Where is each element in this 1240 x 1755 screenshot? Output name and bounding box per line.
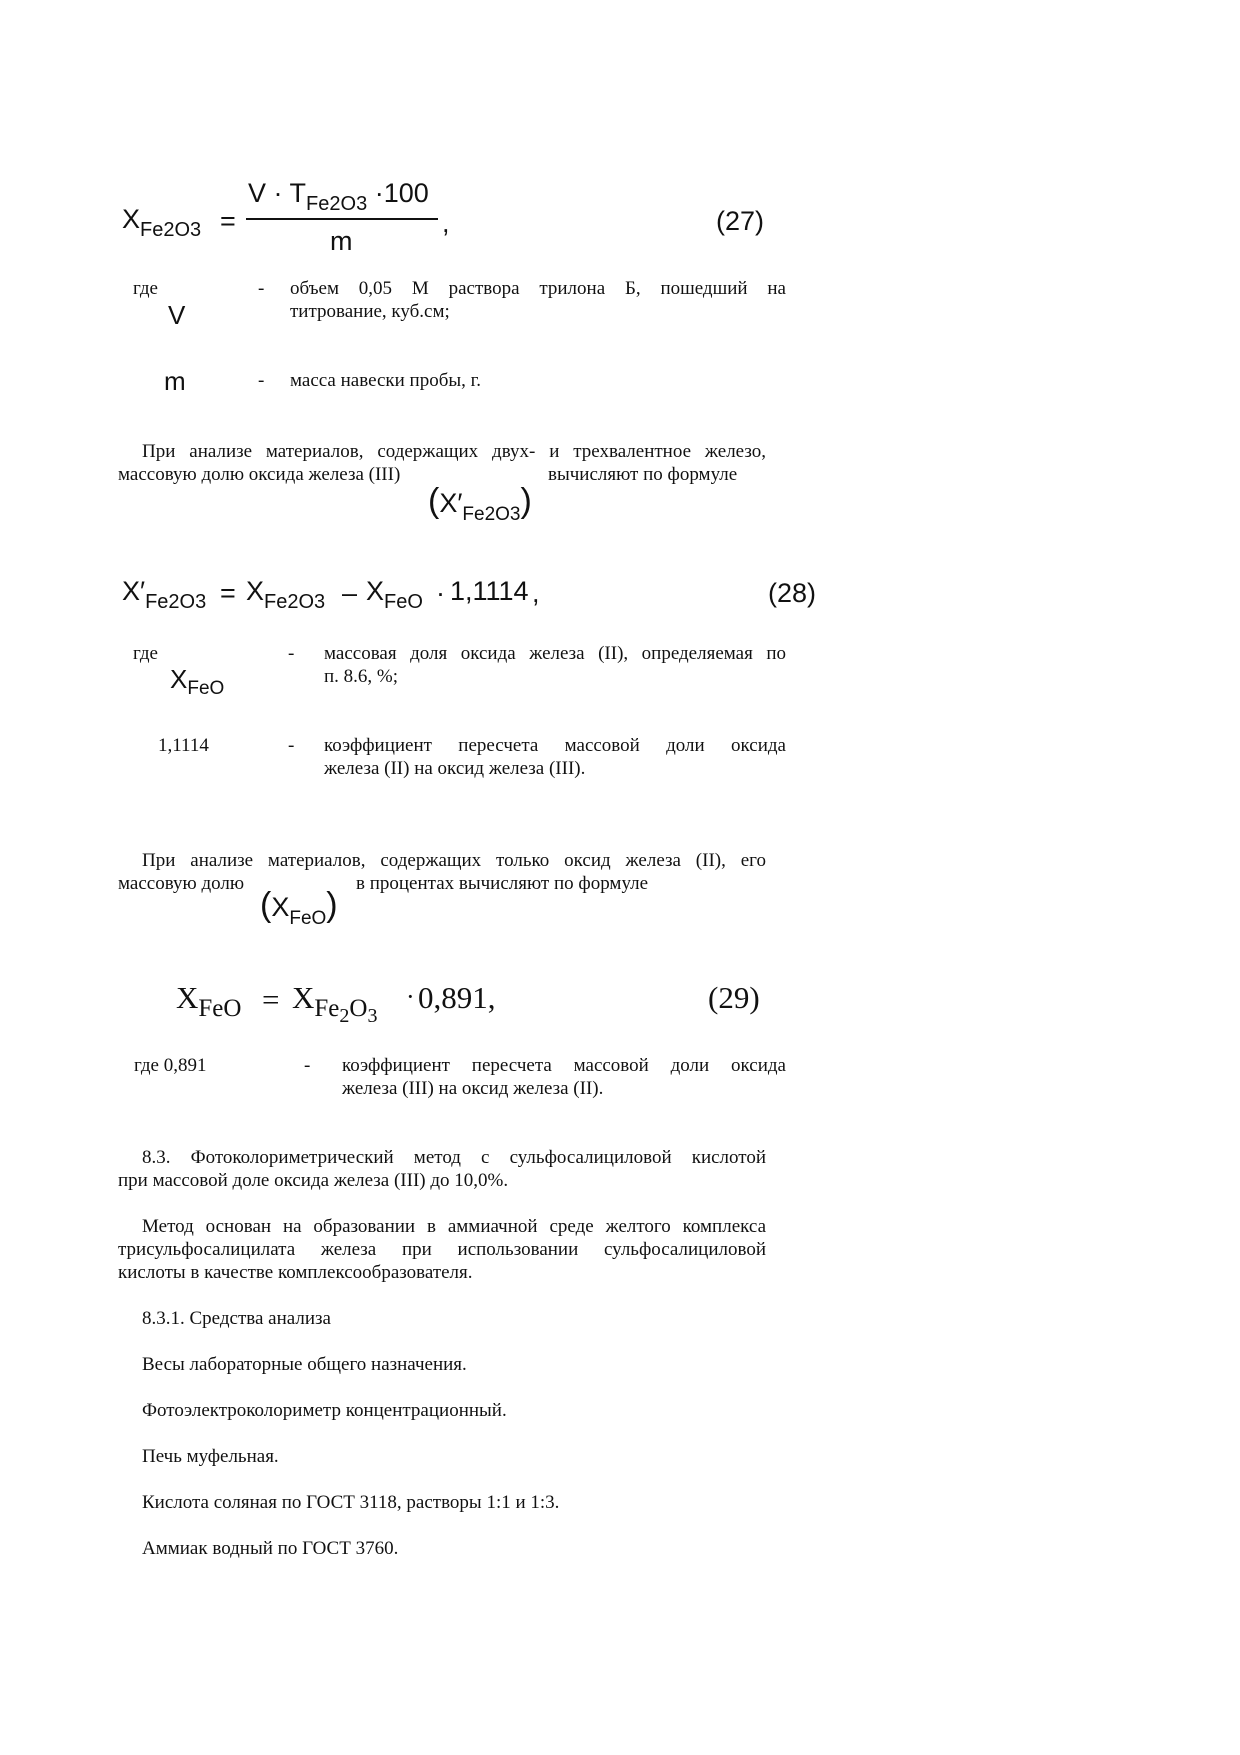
dash: - xyxy=(288,643,295,664)
formula-27-numerator: $V \cdot T_{Fe2O3} \cdot 100$ xyxy=(248,178,429,215)
list-item: Весы лабораторные общего назначения. xyxy=(142,1354,467,1375)
symbol-m: m xyxy=(164,366,186,396)
definition-coefficient-line2: железа (II) на оксид железа (III). xyxy=(324,758,586,779)
inline-symbol: $(X_{FeO})$ xyxy=(260,886,338,929)
dash: - xyxy=(258,278,265,299)
dash: - xyxy=(288,735,295,756)
formula-27-lhs: $X_{Fe2O3}$ xyxy=(122,204,202,241)
formula-28-lhs: $X'_{Fe2O3}$ xyxy=(122,576,207,613)
definition-m: масса навески пробы, г. xyxy=(290,370,482,391)
formula-27-fraction-bar xyxy=(246,218,438,220)
list-item: Фотоэлектроколориметр концентрационный. xyxy=(142,1400,507,1421)
paragraph-line: массовую долю оксида железа (III) xyxy=(118,464,401,485)
inline-symbol: $(X'_{Fe2O3})$ xyxy=(428,482,532,525)
list-item: Кислота соляная по ГОСТ 3118, растворы 1:1 и 1:3. xyxy=(142,1492,560,1513)
list-item: Аммиак водный по ГОСТ 3760. xyxy=(142,1538,399,1559)
section-heading-line2: при массовой доле оксида железа (III) до 10,0%. xyxy=(118,1170,509,1191)
formula-29-number: (29) xyxy=(708,980,760,1015)
definition-v-line2: титрование, куб.см; xyxy=(290,301,450,322)
paragraph-line: вычисляют по формуле xyxy=(548,464,738,485)
paragraph-line: При анализе материалов, содержащих только оксид железа (II), его xyxy=(142,850,766,871)
symbol-coefficient: 1,1114 xyxy=(158,735,209,756)
definition-coefficient-line1: коэффициент пересчета массовой доли оксида xyxy=(342,1055,786,1076)
definition-x-feo-line2: п. 8.6, %; xyxy=(324,666,399,687)
definition-x-feo-line1: массовая доля оксида железа (II), определяемая по xyxy=(324,643,786,664)
formula-29-term1: $X_{Fe_2O_3}$ xyxy=(292,980,378,1027)
formula-27-number: (27) xyxy=(716,206,765,236)
symbol-v: V xyxy=(168,300,186,330)
formula-28-number: (28) xyxy=(768,578,817,608)
formula-28-term1: $X_{Fe2O3}$ xyxy=(246,576,326,613)
paragraph-line: трисульфосалицилата железа при использовании сульфосалициловой xyxy=(118,1239,766,1260)
list-item: Печь муфельная. xyxy=(142,1446,279,1467)
where-label: где xyxy=(133,643,158,664)
formula-27-equals: = xyxy=(220,206,236,236)
definition-v-line1: объем 0,05 М раствора трилона Б, пошедший на xyxy=(290,278,786,299)
dash: - xyxy=(258,370,265,391)
definition-coefficient-line2: железа (III) на оксид железа (II). xyxy=(342,1078,604,1099)
formula-27-comma: , xyxy=(442,208,450,238)
formula-29-lhs: $X_{FeO}$ xyxy=(176,980,242,1022)
formula-29-coefficient: 0,891, xyxy=(418,980,496,1015)
formula-28-equals: = xyxy=(220,578,236,608)
where-coefficient: где 0,891 xyxy=(134,1055,207,1076)
paragraph-line: массовую долю xyxy=(118,873,245,894)
formula-29-equals: = xyxy=(262,982,280,1017)
formula-28-comma: , xyxy=(532,578,540,608)
paragraph-line: кислоты в качестве комплексообразователя. xyxy=(118,1262,473,1283)
formula-28-term2: $X_{FeO}$ xyxy=(366,576,423,613)
section-heading-line1: 8.3. Фотоколориметрический метод с сульфосалициловой кислотой xyxy=(142,1147,766,1168)
definition-coefficient-line1: коэффициент пересчета массовой доли оксида xyxy=(324,735,786,756)
where-label: где xyxy=(133,278,158,299)
paragraph-line: При анализе материалов, содержащих двух- и трехвалентное железо, xyxy=(142,441,766,462)
subsection-heading: 8.3.1. Средства анализа xyxy=(142,1308,331,1329)
formula-28-minus: – xyxy=(342,578,358,608)
formula-28-coefficient: 1,1114 xyxy=(450,576,529,606)
formula-28-dot: · xyxy=(436,578,445,608)
dash: - xyxy=(304,1055,311,1076)
paragraph-line: в процентах вычисляют по формуле xyxy=(356,873,649,894)
formula-27-denominator: m xyxy=(330,226,353,256)
paragraph-line: Метод основан на образовании в аммиачной среде желтого комплекса xyxy=(142,1216,766,1237)
formula-29-dot: · xyxy=(406,982,415,1011)
symbol-x-feo: $X_{FeO}$ xyxy=(170,664,225,699)
